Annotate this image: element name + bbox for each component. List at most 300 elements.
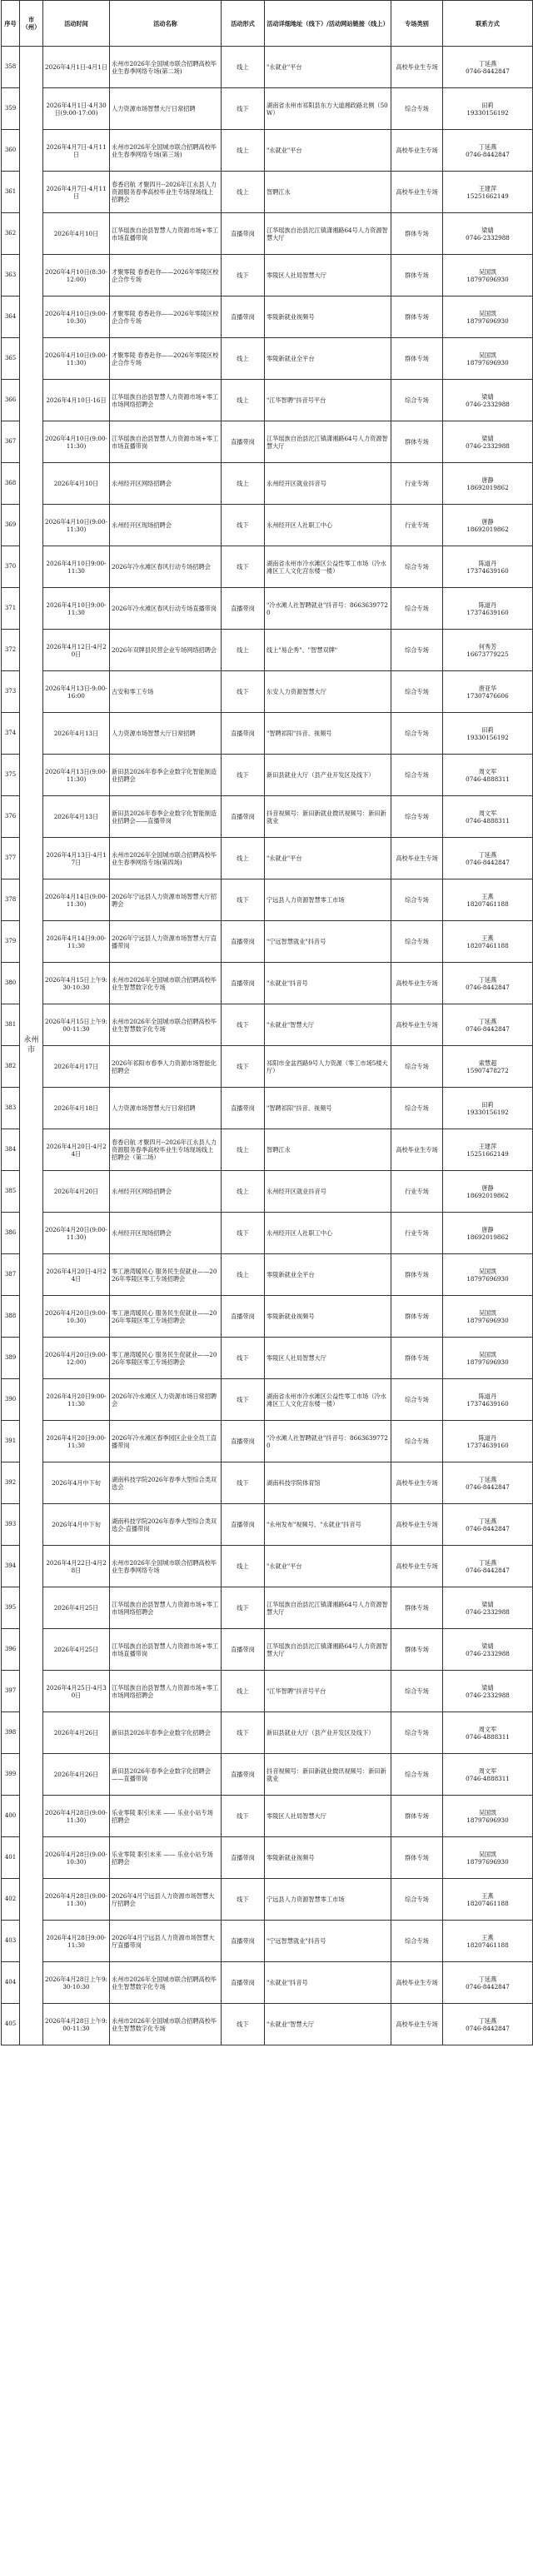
- event-category: 群体专场: [391, 1837, 443, 1879]
- contact-cell: [443, 1587, 533, 1629]
- table-row: [2, 463, 533, 505]
- contact-person: 吴国凯: [478, 309, 497, 317]
- event-time: 2026年4月13日: [43, 713, 110, 755]
- contact-cell: [443, 879, 533, 921]
- event-time: 2026年4月15日上午9:30-10:30: [43, 963, 110, 1004]
- table-row: [2, 1213, 533, 1254]
- event-time: 2026年4月28日(9:00-11:30): [43, 1796, 110, 1837]
- table-row: [2, 1587, 533, 1629]
- row-index: 390: [2, 1379, 20, 1421]
- contact-cell: [443, 88, 533, 130]
- event-category: 高校毕业生专场: [391, 2004, 443, 2045]
- event-category: 群体专场: [391, 1796, 443, 1837]
- event-name: 永州市2026年全国城市联合招聘高校毕业生智慧数字化专场: [110, 1004, 222, 1046]
- table-row: [2, 1879, 533, 1921]
- contact-phone: 18797696930: [466, 1857, 509, 1866]
- event-category: 行业专场: [391, 505, 443, 546]
- row-index: 358: [2, 47, 20, 88]
- event-category: 高校毕业生专场: [391, 1004, 443, 1046]
- event-time: 2026年4月20日(9:00-12:00): [43, 1338, 110, 1379]
- row-index: 371: [2, 588, 20, 630]
- contact-person: 丁延燕: [478, 850, 497, 859]
- contact-cell: [443, 421, 533, 463]
- event-name: 新田县2026年春季企业数字化招聘会: [110, 1712, 222, 1754]
- event-name: 人力资源市场智慧大厅日常招聘: [110, 88, 222, 130]
- event-time: 2026年4月7日-4月11日: [43, 130, 110, 172]
- row-index: 361: [2, 172, 20, 213]
- header-time: 活动时间: [43, 1, 110, 47]
- contact-person: 王燕: [481, 934, 494, 942]
- event-name: 2026年冷水滩区春风行动专场直播带岗: [110, 588, 222, 630]
- event-category: 综合专场: [391, 1379, 443, 1421]
- event-category: 综合专场: [391, 630, 443, 671]
- event-name: 江华瑶族自治县智慧人力资源市场+零工市场直播带岗: [110, 1629, 222, 1671]
- contact-cell: [443, 1754, 533, 1796]
- contact-person: 丁延燕: [478, 975, 497, 984]
- contact-phone: 0746-8442847: [466, 2024, 510, 2032]
- event-category: 高校毕业生专场: [391, 963, 443, 1004]
- event-category: 高校毕业生专场: [391, 1504, 443, 1546]
- row-index: 365: [2, 338, 20, 380]
- contact-cell: [443, 796, 533, 838]
- event-time: 2026年4月中下旬: [43, 1504, 110, 1546]
- contact-phone: 19330156192: [466, 108, 509, 117]
- event-form: 直播带岗: [222, 296, 265, 338]
- event-category: 综合专场: [391, 879, 443, 921]
- contact-person: 王燕: [481, 892, 494, 900]
- event-form: 直播带岗: [222, 713, 265, 755]
- row-index: 381: [2, 1004, 20, 1046]
- event-time: 2026年4月25日-4月30日: [43, 1671, 110, 1712]
- contact-phone: 18797696930: [466, 1816, 509, 1824]
- contact-person: 王建萍: [478, 1142, 497, 1150]
- row-index: 372: [2, 630, 20, 671]
- event-category: 综合专场: [391, 1421, 443, 1462]
- contact-cell: [443, 1129, 533, 1171]
- row-index: 368: [2, 463, 20, 505]
- table-row: [2, 338, 533, 380]
- event-name: 永州经开区现场招聘会: [110, 505, 222, 546]
- event-address: 零陵新就业全平台: [265, 1254, 391, 1296]
- event-form: 线上: [222, 172, 265, 213]
- event-category: 综合专场: [391, 588, 443, 630]
- event-name: 江华瑶族自治县智慧人力资源市场+零工市场网络招聘会: [110, 1587, 222, 1629]
- event-category: 群体专场: [391, 1254, 443, 1296]
- header-form: 活动形式: [222, 1, 265, 47]
- contact-cell: [443, 463, 533, 505]
- contact-phone: 0746-2332988: [466, 1691, 510, 1699]
- event-name: 永州市2026年全国城市联合招聘高校毕业生春季网络专场(第四场): [110, 838, 222, 879]
- contact-phone: 0746-4888311: [466, 1732, 510, 1741]
- contact-phone: 0746-8442847: [466, 1566, 510, 1574]
- contact-phone: 0746-8442847: [466, 1524, 510, 1532]
- contact-person: 吴国凯: [478, 267, 497, 276]
- event-time: 2026年4月20日: [43, 1171, 110, 1213]
- row-index: 360: [2, 130, 20, 172]
- contact-cell: [443, 1254, 533, 1296]
- row-index: 369: [2, 505, 20, 546]
- row-index: 367: [2, 421, 20, 463]
- event-address: "宁远智慧就业"抖音号: [265, 921, 391, 963]
- event-address: 线上"易企秀"、"智慧双牌": [265, 630, 391, 671]
- event-time: 2026年4月14日9:00-11:30: [43, 921, 110, 963]
- event-form: 线下: [222, 505, 265, 546]
- contact-phone: 18797696930: [466, 316, 509, 325]
- event-address: "永就业"智慧大厅: [265, 1004, 391, 1046]
- event-address: 东安人力资源智慧大厅: [265, 671, 391, 713]
- event-time: 2026年4月20日-4月24日: [43, 1129, 110, 1171]
- event-address: 永州经开区就业抖音号: [265, 1171, 391, 1213]
- table-row: [2, 1004, 533, 1046]
- event-name: 古安和零工专场: [110, 671, 222, 713]
- event-form: 线下: [222, 1462, 265, 1504]
- event-form: 直播带岗: [222, 1296, 265, 1338]
- event-form: 线上: [222, 338, 265, 380]
- contact-person: 陈道丹: [478, 1392, 497, 1400]
- row-index: 397: [2, 1671, 20, 1712]
- table-row: [2, 1796, 533, 1837]
- event-time: 2026年4月12日-4月20日: [43, 630, 110, 671]
- event-form: 线下: [222, 671, 265, 713]
- event-address: 零陵新就业视频号: [265, 1296, 391, 1338]
- row-index: 393: [2, 1504, 20, 1546]
- event-form: 线上: [222, 1671, 265, 1712]
- event-category: 群体专场: [391, 1338, 443, 1379]
- event-form: 直播带岗: [222, 1629, 265, 1671]
- row-index: 375: [2, 755, 20, 796]
- contact-phone: 18797696930: [466, 1274, 509, 1283]
- contact-cell: [443, 630, 533, 671]
- event-name: 人力资源市场智慧大厅日常招聘: [110, 1088, 222, 1129]
- event-time: 2026年4月28日(9:00-10:30): [43, 1837, 110, 1879]
- event-address: 湖南科技学院体育馆: [265, 1462, 391, 1504]
- row-index: 386: [2, 1213, 20, 1254]
- event-name: 零工港湾暖民心 服务民生促就业——2026年零陵区零工专场招聘会: [110, 1254, 222, 1296]
- contact-person: 吴国凯: [478, 1808, 497, 1816]
- event-name: 2026年冷水滩区人力资源市场日常招聘会: [110, 1379, 222, 1421]
- event-name: 春香启航 才聚四月--2026年江永县人力资源服务春季高校毕业生专场现场线上招聘会（第二场）: [110, 1129, 222, 1171]
- table-row: [2, 2004, 533, 2045]
- contact-person: 唐静: [481, 1225, 494, 1233]
- event-time: 2026年4月1日-4月1日: [43, 47, 110, 88]
- event-form: 线下: [222, 1796, 265, 1837]
- event-time: 2026年4月13日(9:00-11:30): [43, 755, 110, 796]
- contact-person: 田莉: [481, 101, 494, 109]
- event-time: 2026年4月10日(9:00-11:30): [43, 505, 110, 546]
- contact-person: 吴国凯: [478, 1350, 497, 1358]
- event-name: 春香启航 才聚四月--2026年江永县人力资源服务春季高校毕业生专场现场线上招聘会: [110, 172, 222, 213]
- event-name: 2026年宁远县人力资源市场智慧大厅招聘会: [110, 879, 222, 921]
- event-category: 群体专场: [391, 338, 443, 380]
- contact-cell: [443, 671, 533, 713]
- event-address: "江华智聘"抖音号平台: [265, 1671, 391, 1712]
- event-address: 祁阳市金盆西路9号人力资源（零工市场5楼大厅）: [265, 1046, 391, 1088]
- event-name: 新田县2026年春季企业数字化智能制造业招聘会——直播带岗: [110, 796, 222, 838]
- event-time: 2026年4月14日(9:00-11:30): [43, 879, 110, 921]
- contact-cell: [443, 755, 533, 796]
- event-name: 人力资源市场智慧大厅日常招聘: [110, 713, 222, 755]
- event-form: 直播带岗: [222, 1504, 265, 1546]
- contact-cell: [443, 1629, 533, 1671]
- table-row: [2, 1671, 533, 1712]
- event-name: 2026年冷水滩区春风行动专场招聘会: [110, 546, 222, 588]
- table-row: [2, 1046, 533, 1088]
- contact-person: 丁延燕: [478, 59, 497, 67]
- header-contact: 联系方式: [443, 1, 533, 47]
- event-form: 直播带岗: [222, 1088, 265, 1129]
- contact-phone: 0746-8442847: [466, 1982, 510, 1991]
- table-row: [2, 47, 533, 88]
- contact-phone: 17374639160: [466, 1399, 509, 1408]
- event-name: 2026年祁阳市春季人力资源市场智能化招聘会: [110, 1046, 222, 1088]
- event-name: 新田县2026年春季企业数字化智能制造业招聘会: [110, 755, 222, 796]
- event-time: 2026年4月10日9:00-11:30: [43, 546, 110, 588]
- contact-phone: 18797696930: [466, 358, 509, 366]
- event-time: 2026年4月10日-16日: [43, 380, 110, 421]
- table-row: [2, 213, 533, 255]
- event-address: 永州经开区就业抖音号: [265, 463, 391, 505]
- event-name: 江华瑶族自治县智慧人力资源市场+零工市场直播带岗: [110, 421, 222, 463]
- header-category: 专场类别: [391, 1, 443, 47]
- contact-cell: [443, 838, 533, 879]
- table-row: [2, 88, 533, 130]
- row-index: 401: [2, 1837, 20, 1879]
- event-category: 综合专场: [391, 713, 443, 755]
- table-row: [2, 630, 533, 671]
- event-name: 新田县2026年春季企业数字化招聘会——直播带岗: [110, 1754, 222, 1796]
- table-row: [2, 1546, 533, 1587]
- event-form: 线上: [222, 630, 265, 671]
- table-row: [2, 421, 533, 463]
- event-form: 直播带岗: [222, 1962, 265, 2004]
- event-form: 线上: [222, 1171, 265, 1213]
- contact-person: 吴国凯: [478, 351, 497, 359]
- event-category: 群体专场: [391, 421, 443, 463]
- event-form: 线下: [222, 1004, 265, 1046]
- event-form: 直播带岗: [222, 921, 265, 963]
- event-address: "永就业"抖音号: [265, 963, 391, 1004]
- event-name: 永州市2026年全国城市联合招聘高校毕业生智慧数字化专场: [110, 1962, 222, 2004]
- event-address: "江华智聘"抖音号平台: [265, 380, 391, 421]
- contact-person: 王燕: [481, 1933, 494, 1941]
- contact-cell: [443, 1504, 533, 1546]
- event-category: 综合专场: [391, 1046, 443, 1088]
- event-name: 零工港湾暖民心 服务民生促就业——2026年零陵区零工专场招聘会: [110, 1338, 222, 1379]
- event-time: 2026年4月26日: [43, 1754, 110, 1796]
- row-index: 399: [2, 1754, 20, 1796]
- event-form: 线下: [222, 1879, 265, 1921]
- event-time: 2026年4月26日: [43, 1712, 110, 1754]
- event-time: 2026年4月15日上午9:00-11:30: [43, 1004, 110, 1046]
- event-form: 线上: [222, 1254, 265, 1296]
- event-time: 2026年4月10日(8:30-12:00): [43, 255, 110, 296]
- contact-phone: 0746-2332988: [466, 1607, 510, 1616]
- event-address: "永就业"平台: [265, 838, 391, 879]
- contact-cell: [443, 47, 533, 88]
- contact-cell: [443, 1796, 533, 1837]
- contact-cell: [443, 1421, 533, 1462]
- event-category: 综合专场: [391, 921, 443, 963]
- table-row: [2, 963, 533, 1004]
- event-address: 抖音视频号：新田新就业微讯视频号：新田新就业: [265, 796, 391, 838]
- event-form: 直播带岗: [222, 796, 265, 838]
- contact-cell: [443, 1879, 533, 1921]
- event-category: 综合专场: [391, 755, 443, 796]
- contact-cell: [443, 213, 533, 255]
- event-name: 湖南科技学院2026年春季大型综合类双选会-直播带岗: [110, 1504, 222, 1546]
- contact-phone: 18797696930: [466, 275, 509, 283]
- contact-person: 丁延燕: [478, 142, 497, 151]
- contact-person: 陈道丹: [478, 559, 497, 567]
- contact-phone: 17374639160: [466, 1441, 509, 1449]
- event-name: 乐业零陵 职引未来 —— 乐业小站专场招聘会: [110, 1796, 222, 1837]
- event-address: "宁远智慧就业"抖音号: [265, 1921, 391, 1962]
- event-time: 2026年4月20日-4月24日: [43, 1254, 110, 1296]
- header-name: 活动名称: [110, 1, 222, 47]
- table-row: [2, 546, 533, 588]
- event-form: 线下: [222, 1338, 265, 1379]
- contact-person: 吴国凯: [478, 1850, 497, 1858]
- event-form: 线上: [222, 130, 265, 172]
- contact-cell: [443, 1213, 533, 1254]
- row-index: 380: [2, 963, 20, 1004]
- row-index: 391: [2, 1421, 20, 1462]
- event-category: 高校毕业生专场: [391, 47, 443, 88]
- event-name: 江华瑶族自治县智慧人力资源市场+零工市场直播带岗: [110, 213, 222, 255]
- event-category: 高校毕业生专场: [391, 1962, 443, 2004]
- event-category: 群体专场: [391, 296, 443, 338]
- contact-person: 王燕: [481, 1891, 494, 1900]
- row-index: 362: [2, 213, 20, 255]
- event-time: 2026年4月18日: [43, 1088, 110, 1129]
- contact-phone: 0746-4888311: [466, 1774, 510, 1782]
- event-time: 2026年4月10日(9:00-11:30): [43, 338, 110, 380]
- contact-phone: 0746-4888311: [466, 816, 510, 825]
- event-name: 才聚零陵 春香赴你——2026年零陵区校企合作专场: [110, 255, 222, 296]
- row-index: 388: [2, 1296, 20, 1338]
- event-time: 2026年4月7日-4月11日: [43, 172, 110, 213]
- contact-person: 周文军: [478, 1725, 497, 1733]
- event-name: 乐业零陵 职引未来 —— 乐业小站专场招聘会: [110, 1837, 222, 1879]
- contact-person: 王建萍: [478, 184, 497, 192]
- event-form: 直播带岗: [222, 1421, 265, 1462]
- event-name: 永州经开区网络招聘会: [110, 1171, 222, 1213]
- row-index: 403: [2, 1921, 20, 1962]
- contact-cell: [443, 921, 533, 963]
- event-name: 江华瑶族自治县智慧人力资源市场+零工市场网络招聘会: [110, 1671, 222, 1712]
- contact-person: 丁延燕: [478, 1017, 497, 1025]
- contact-cell: [443, 1379, 533, 1421]
- event-name: 2026年4月宁远县人力资源市场智慧大厅招聘会: [110, 1879, 222, 1921]
- event-form: 直播带岗: [222, 963, 265, 1004]
- contact-person: 梁婧: [481, 1600, 494, 1608]
- event-address: 湖南省永州市祁阳县东方大道湘政路北侧（50W）: [265, 88, 391, 130]
- contact-phone: 18797696930: [466, 1358, 509, 1366]
- event-category: 高校毕业生专场: [391, 1546, 443, 1587]
- event-address: 零陵区人社局智慧大厅: [265, 1338, 391, 1379]
- event-time: 2026年4月10日: [43, 213, 110, 255]
- event-address: 宁远县人力资源智慧零工市场: [265, 1879, 391, 1921]
- event-form: 线上: [222, 47, 265, 88]
- contact-person: 陈道丹: [478, 600, 497, 609]
- row-index: 389: [2, 1338, 20, 1379]
- event-category: 综合专场: [391, 380, 443, 421]
- row-index: 383: [2, 1088, 20, 1129]
- table-row: [2, 755, 533, 796]
- event-category: 综合专场: [391, 1712, 443, 1754]
- event-form: 线下: [222, 755, 265, 796]
- event-time: 2026年4月13日-4月17日: [43, 838, 110, 879]
- contact-cell: [443, 505, 533, 546]
- event-time: 2026年4月13日: [43, 796, 110, 838]
- contact-person: 周文军: [478, 767, 497, 775]
- event-name: 才聚零陵 春香赴你——2026年零陵区校企合作专场: [110, 296, 222, 338]
- contact-cell: [443, 1837, 533, 1879]
- event-address: 智聘江永: [265, 1129, 391, 1171]
- contact-cell: [443, 588, 533, 630]
- event-category: 高校毕业生专场: [391, 1129, 443, 1171]
- event-category: 综合专场: [391, 796, 443, 838]
- table-row: [2, 505, 533, 546]
- event-time: 2026年4月28日上午9:30-10:30: [43, 1962, 110, 2004]
- event-address: "智聘祁阳"抖音、视频号: [265, 1088, 391, 1129]
- contact-phone: 0746-8442847: [466, 858, 510, 866]
- contact-cell: [443, 1004, 533, 1046]
- event-address: 湖南省永州市冷水滩区公益性零工市场（冷水滩区工人文化宫东楼一楼）: [265, 546, 391, 588]
- event-category: 综合专场: [391, 1754, 443, 1796]
- event-time: 2026年4月22日-4月28日: [43, 1546, 110, 1587]
- table-row: [2, 1462, 533, 1504]
- contact-phone: 0746-8442847: [466, 150, 510, 158]
- row-index: 359: [2, 88, 20, 130]
- event-time: 2026年4月10日(9:00-10:30): [43, 296, 110, 338]
- event-address: "永就业"抖音号: [265, 1962, 391, 2004]
- table-row: [2, 1754, 533, 1796]
- row-index: 387: [2, 1254, 20, 1296]
- contact-phone: 0746-8442847: [466, 1482, 510, 1491]
- event-time: 2026年4月10日: [43, 463, 110, 505]
- event-form: 线上: [222, 1546, 265, 1587]
- event-address: 江华瑶族自治县沱江镇潇湘路64号人力资源智慧大厅: [265, 213, 391, 255]
- contact-phone: 0746-8442847: [466, 67, 510, 75]
- row-index: 402: [2, 1879, 20, 1921]
- event-address: 零陵新就业视频号: [265, 1837, 391, 1879]
- event-category: 综合专场: [391, 671, 443, 713]
- table-row: [2, 296, 533, 338]
- table-row: [2, 172, 533, 213]
- event-address: 湖南省永州市冷水滩区公益性零工市场（冷水滩区工人文化宫东楼一楼）: [265, 1379, 391, 1421]
- contact-person: 吴国凯: [478, 1308, 497, 1317]
- event-time: 2026年4月1日-4月30日(9:00-17:00): [43, 88, 110, 130]
- event-form: 直播带岗: [222, 213, 265, 255]
- event-form: 线下: [222, 255, 265, 296]
- event-name: 零工港湾暖民心 服务民生促就业——2026年零陵区零工专场招聘会: [110, 1296, 222, 1338]
- contact-person: 唐亚华: [478, 684, 497, 692]
- event-category: 综合专场: [391, 546, 443, 588]
- event-address: "永就业"平台: [265, 1546, 391, 1587]
- event-form: 直播带岗: [222, 421, 265, 463]
- event-time: 2026年4月中下旬: [43, 1462, 110, 1504]
- contact-phone: 0746-4888311: [466, 775, 510, 783]
- contact-cell: [443, 1671, 533, 1712]
- contact-cell: [443, 2004, 533, 2045]
- contact-cell: [443, 1712, 533, 1754]
- event-time: 2026年4月17日: [43, 1046, 110, 1088]
- event-time: 2026年4月20日(9:00-11:30): [43, 1213, 110, 1254]
- contact-cell: [443, 172, 533, 213]
- table-row: [2, 1504, 533, 1546]
- contact-phone: 0746-2332988: [466, 1649, 510, 1657]
